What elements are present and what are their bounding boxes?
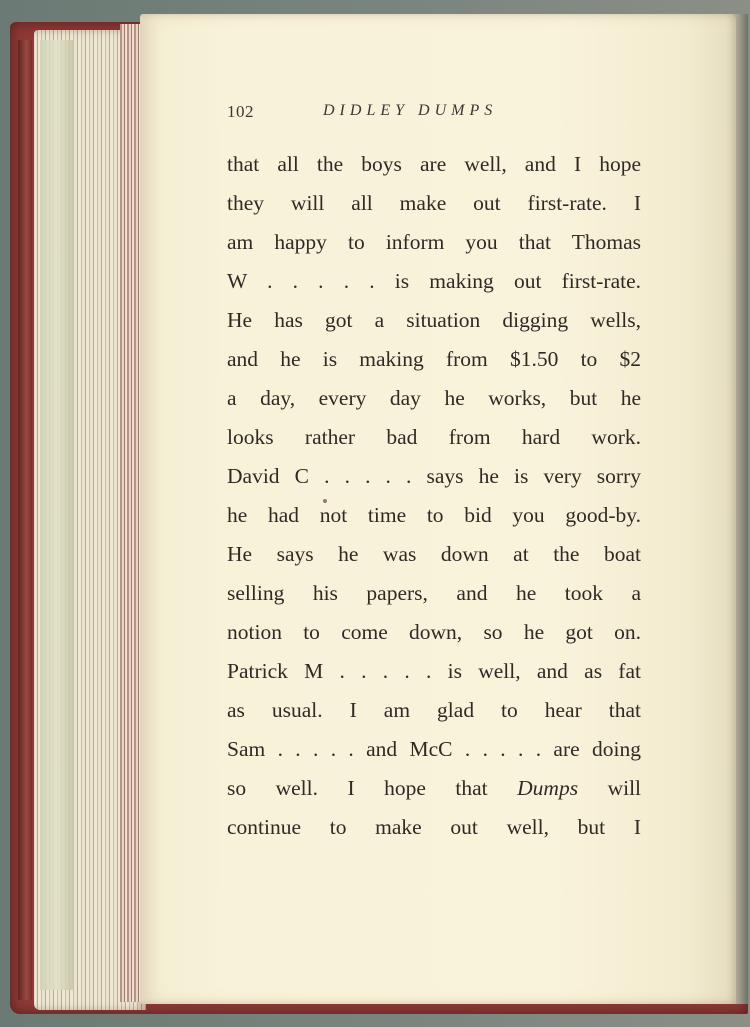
text-line: looks rather bad from hard work. bbox=[227, 425, 641, 449]
cover-spine-edge bbox=[18, 40, 32, 1000]
text-line: He has got a situation digging wells, bbox=[227, 308, 641, 332]
text-line: notion to come down, so he got on. bbox=[227, 620, 641, 644]
text-line: W . . . . . is making out first-rate. bbox=[227, 269, 641, 293]
text-line-with-italic bbox=[227, 769, 641, 808]
running-title: DIDLEY DUMPS bbox=[323, 102, 498, 119]
page-edges-highlight bbox=[40, 40, 74, 990]
text-line: He says he was down at the boat bbox=[227, 542, 641, 566]
text-line: a day, every day he works, but he bbox=[227, 386, 641, 410]
running-head bbox=[227, 98, 647, 124]
page-edges-red-stain bbox=[120, 24, 142, 1002]
text-line: he had not time to bid you good-by. bbox=[227, 503, 641, 527]
text-line: Sam . . . . . and McC . . . . . are doing bbox=[227, 737, 641, 761]
text-line: Patrick M . . . . . is well, and as fat bbox=[227, 659, 641, 683]
text-line: continue to make out well, but I bbox=[227, 815, 641, 839]
ink-speck bbox=[323, 499, 327, 503]
text-line: as usual. I am glad to hear that bbox=[227, 698, 641, 722]
text-line: am happy to inform you that Thomas bbox=[227, 230, 641, 254]
text-segment: so well. I hope that bbox=[227, 776, 488, 800]
text-segment: will bbox=[607, 776, 642, 800]
text-line: and he is making from $1.50 to $2 bbox=[227, 347, 641, 371]
page-body-text bbox=[227, 145, 641, 847]
page-number: 102 bbox=[227, 102, 254, 121]
text-line: David C . . . . . says he is very sorry bbox=[227, 464, 641, 488]
text-line: they will all make out first-rate. I bbox=[227, 191, 641, 215]
text-line: that all the boys are well, and I hope bbox=[227, 152, 641, 176]
italic-name-dumps: Dumps bbox=[517, 776, 579, 800]
text-line: selling his papers, and he took a bbox=[227, 581, 641, 605]
